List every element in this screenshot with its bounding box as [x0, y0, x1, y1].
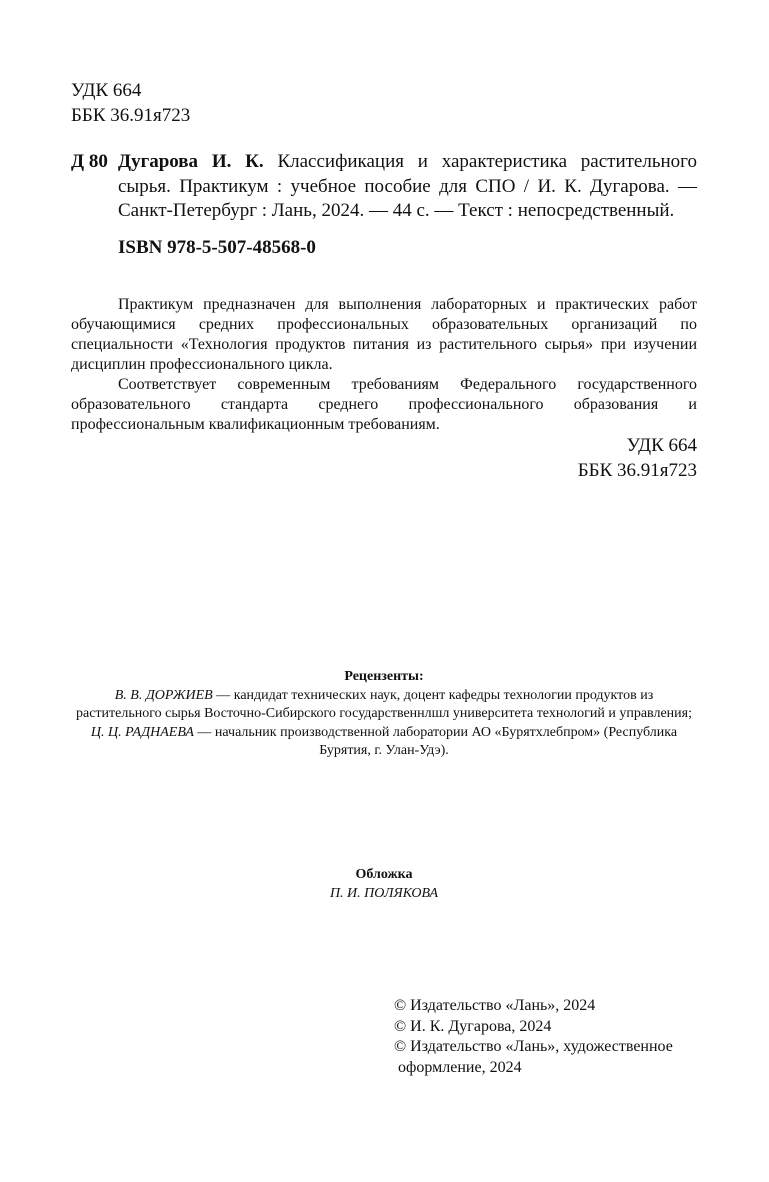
author-sign: Д 80	[71, 151, 108, 172]
classification-codes-top	[71, 78, 190, 128]
author-name: Дугарова И. К.	[118, 151, 264, 172]
bbk-code: ББК 36.91я723	[577, 460, 697, 481]
udk-code: УДК 664	[71, 80, 142, 101]
bbk-code: ББК 36.91я723	[71, 105, 191, 126]
bibliographic-entry	[71, 150, 697, 260]
reviewer-entry	[71, 724, 697, 761]
copyright-line: оформление, 2024	[398, 1058, 522, 1076]
bibliographic-description	[71, 150, 697, 224]
reviewer-entry	[71, 687, 697, 724]
annotation	[71, 295, 697, 435]
udk-code: УДК 664	[626, 435, 697, 456]
annotation-paragraph: Практикум предназначен для выполнения лабораторных и практических работ обучающимися средних профессиональных образовательных организаций по специальности «Технология продуктов питания из растительного сырья» при изучении дисциплин профессионального цикла.	[71, 296, 697, 373]
reviewers-block	[71, 668, 697, 761]
cover-heading: Обложка	[355, 867, 413, 882]
reviewer-details: — начальник производственной лаборатории АО «Бурятхлебпром» (Республика Бурятия, г. Улан-Удэ).	[193, 724, 678, 758]
reviewer-name: Ц. Ц. РАДНАЕВА	[90, 724, 194, 740]
copyright-block	[394, 996, 673, 1078]
annotation-paragraph: Соответствует современным требованиям Федерального государственного образовательного стандарта среднего профессионального образования и профессиональным квалификационным требованиям.	[71, 376, 697, 433]
reviewer-name: В. В. ДОРЖИЕВ	[114, 687, 213, 703]
classification-codes-bottom	[578, 433, 697, 483]
isbn: ISBN 978-5-507-48568-0	[118, 236, 316, 258]
cover-designer: П. И. ПОЛЯКОВА	[329, 885, 439, 901]
cover-credit	[71, 866, 697, 903]
copyright-line: © И. К. Дугарова, 2024	[394, 1017, 552, 1035]
reviewers-heading: Рецензенты:	[344, 669, 424, 684]
description-text: Классификация и характеристика растительного сырья. Практикум : учебное пособие для СПО / И. К. Дугарова. — Санкт-Петербург : Лань, 2024. — 44 с. — Текст : непосредственный.	[118, 151, 697, 221]
copyright-line: © Издательство «Лань», 2024	[394, 997, 596, 1014]
reviewer-details: — кандидат технических наук, доцент кафедры технологии продуктов из растительного сырья Восточно-Сибирского государственнлшл университета технологий и управления;	[76, 687, 692, 721]
copyright-line: © Издательство «Лань», художественное	[394, 1038, 673, 1055]
